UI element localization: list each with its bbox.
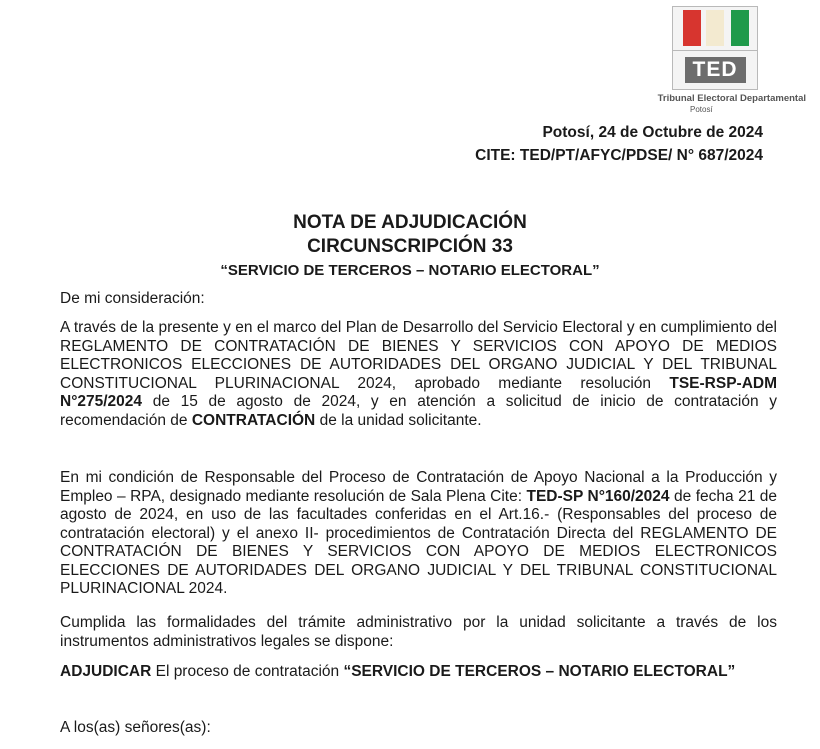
flag-bar-red: [683, 10, 701, 46]
flag-bar-green: [731, 10, 749, 46]
paragraph-1-text-a: A través de la presente y en el marco del Plan de Desarrollo del Servicio Electoral y en cumplimiento del REGLAMENTO DE CONTRATACIÓN DE BIENES Y SERVICIOS CON APOYO DE MEDIOS ELECTRONICOS ELECCIONES DE AUTORIDADES DEL ORGANO JUDICIAL Y DEL TRIBUNAL CONSTITUCIONAL PLURINACIONAL 2024, aprobado mediante resolución: [60, 319, 777, 392]
salutation: De mi consideración:: [60, 290, 205, 307]
ted-logo-text: TED: [685, 57, 746, 83]
recipients-line: A los(as) señores(as):: [60, 719, 211, 736]
org-city: Potosí: [690, 105, 713, 114]
service-title: “SERVICIO DE TERCEROS – NOTARIO ELECTORAL”: [220, 262, 600, 279]
paragraph-1-text-c: de 15 de agosto de 2024, y en atención a solicitud de inicio de contratación y recomendación de: [60, 393, 777, 429]
sala-plena-ref: TED-SP N°160/2024: [526, 487, 670, 505]
paragraph-4-text-b: El proceso de contratación: [151, 663, 344, 680]
paragraph-adjudicar: [60, 663, 777, 682]
document-cite: CITE: TED/PT/AFYC/PDSE/ N° 687/2024: [475, 147, 763, 164]
flag-bar-yellow: [706, 10, 724, 46]
contratacion-bold: CONTRATACIÓN: [191, 411, 316, 429]
resolution-ref: TSE-RSP-ADM N°275/2024: [60, 374, 777, 410]
paragraph-2-text-c: de fecha 21 de agosto de 2024, en uso de las facultades conferidas en el Art.16.- (Responsables del proceso de contratación electoral) y el anexo II- procedimientos de Contratación Directa del REGLAMENTO DE CONTRATACIÓN DE BIENES Y SERVICIOS CON APOYO DE MEDIOS ELECTRONICOS ELECCIONES DE AUTORIDADES DEL ORGANO JUDICIAL Y DEL TRIBUNAL CONSTITUCIONAL PLURINACIONAL 2024.: [60, 487, 778, 597]
document-date: Potosí, 24 de Octubre de 2024: [542, 124, 763, 141]
ted-logo: [672, 6, 760, 88]
org-name: Tribunal Electoral Departamental: [657, 93, 806, 104]
paragraph-2-text-a: En mi condición de Responsable del Proceso de Contratación de Apoyo Nacional a la Producción y Empleo – RPA, designado mediante resolución de Sala Plena Cite:: [60, 469, 777, 505]
service-name-bold: “SERVICIO DE TERCEROS – NOTARIO ELECTORAL”: [343, 663, 736, 680]
paragraph-3: Cumplida las formalidades del trámite administrativo por la unidad solicitante a través de los instrumentos administrativos legales se dispone:: [60, 614, 777, 650]
flag-emblem: [672, 6, 758, 52]
document-subtitle: CIRCUNSCRIPCIÓN 33: [307, 236, 513, 257]
ted-badge: [672, 50, 758, 90]
paragraph-2: [60, 469, 777, 599]
paragraph-1-text-e: de la unidad solicitante.: [315, 411, 482, 429]
adjudicar-bold: ADJUDICAR: [60, 663, 152, 680]
document-title: NOTA DE ADJUDICACIÓN: [293, 212, 527, 233]
paragraph-1: [60, 319, 777, 430]
